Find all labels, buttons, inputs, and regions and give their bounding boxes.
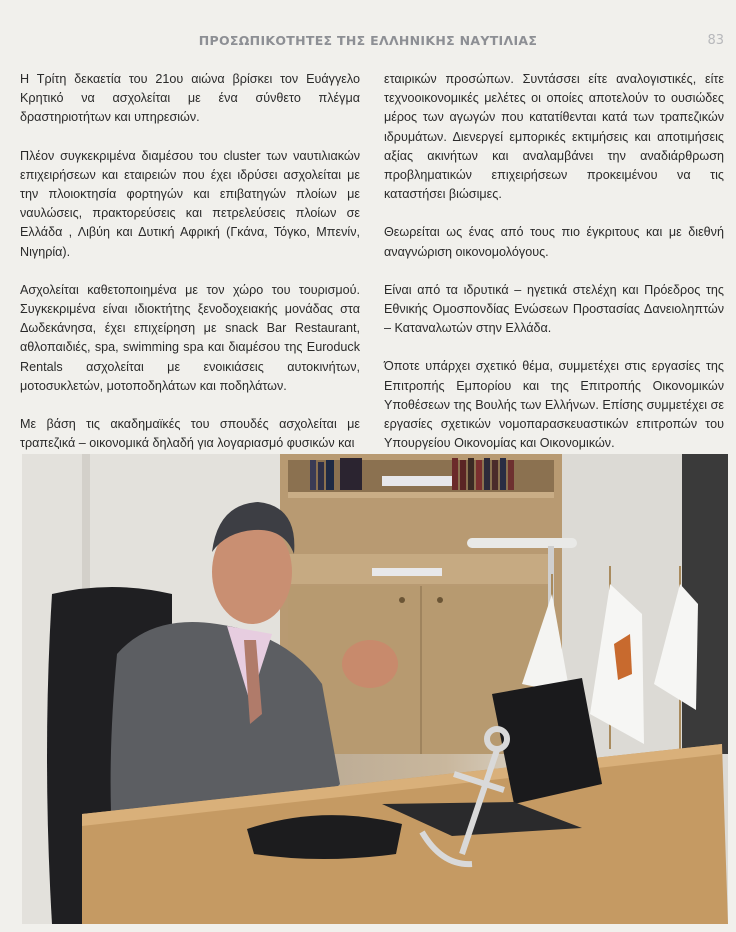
paragraph: Με βάση τις ακαδημαϊκές του σπουδές ασχολείται με τραπεζικά – οικονομικά δηλαδή για λογαριασμό φυσικών και [20, 417, 360, 451]
paragraph: εταιρικών προσώπων. Συντάσσει είτε αναλογιστικές, είτε τεχνοοικονομικές μελέτες οι οποίες αποτελούν το ουσιώδες μέρος των αγωγών που κατατίθενται κατά των τραπεζικών ιδρυμάτων. Διενεργεί εμπορικές εκτιμήσεις και αποτιμήσεις αξίας ακινήτων και αναλαμβάνει την αναδιάρθρωση προβληματικών επιχειρήσεων προκειμένου να τις καταστήσει βιώσιμες. [384, 72, 724, 202]
paragraph: Όποτε υπάρχει σχετικό θέμα, συμμετέχει στις εργασίες της Επιτροπής Εμπορίου και της Επιτροπής Οικονομικών Υποθέσεων της Βουλής των Ελλήνων. Επίσης συμμετέχει σε εργασίες σχετικών νομοπαρασκευαστικών επιτροπών του Υπουργείου Οικονομίας και Οικονομικών. [384, 359, 724, 451]
right-text-column [384, 70, 724, 472]
left-text-column [20, 70, 360, 472]
paragraph: Θεωρείται ως ένας από τους πιο έγκριτους και με διεθνή αναγνώριση οικονομολόγους. [384, 225, 724, 259]
page-number: 83 [707, 33, 724, 48]
paragraph: Η Τρίτη δεκαετία του 21ου αιώνα βρίσκει τον Ευάγγελο Κρητικό να ασχολείται με ένα σύνθετο πλέγμα δραστηριοτήτων και υπηρεσιών. [20, 72, 360, 125]
portrait-photo [22, 454, 728, 924]
paragraph: Πλέον συγκεκριμένα διαμέσου του cluster των ναυτιλιακών επιχειρήσεων και εταιρειών που έχει ιδρύσει ασχολείται με την πλοιοκτησία φορτηγών και επιβατηγών πλοίων με ναυλώσεις, πρακτορεύσεις και πετρελεύσεις πλοίων σε Ελλάδα , Λιβύη και Δυτική Αφρική (Γκάνα, Τόγκο, Μπενίν, Νιγηρία). [20, 148, 360, 259]
portrait-photo-illustration [22, 454, 728, 924]
running-title: ΠΡΟΣΩΠΙΚΟΤΗΤΕΣ ΤΗΣ ΕΛΛΗΝΙΚΗΣ ΝΑΥΤΙΛΙΑΣ [198, 33, 538, 48]
paragraph: Είναι από τα ιδρυτικά – ηγετικά στελέχη και Πρόεδρος της Εθνικής Ομοσπονδίας Ενώσεων Προστασίας Δανειοληπτών – Καταναλωτών στην Ελλάδα. [384, 282, 724, 336]
paragraph: Ασχολείται καθετοποιημένα με τον χώρο του τουρισμού. Συγκεκριμένα είναι ιδιοκτήτης ξενοδοχειακής μονάδας στα Δωδεκάνησα, έχει επιχείρηση με snack Bar Restaurant, αθλοπαιδιές, spa, swimming spa και διαμέσου της Euroduck Rentals ασχολείται με ενοικιάσεις αυτοκινήτων, μοτοσυκλετών, μοτοποδηλάτων και ποδηλάτων. [20, 282, 360, 393]
